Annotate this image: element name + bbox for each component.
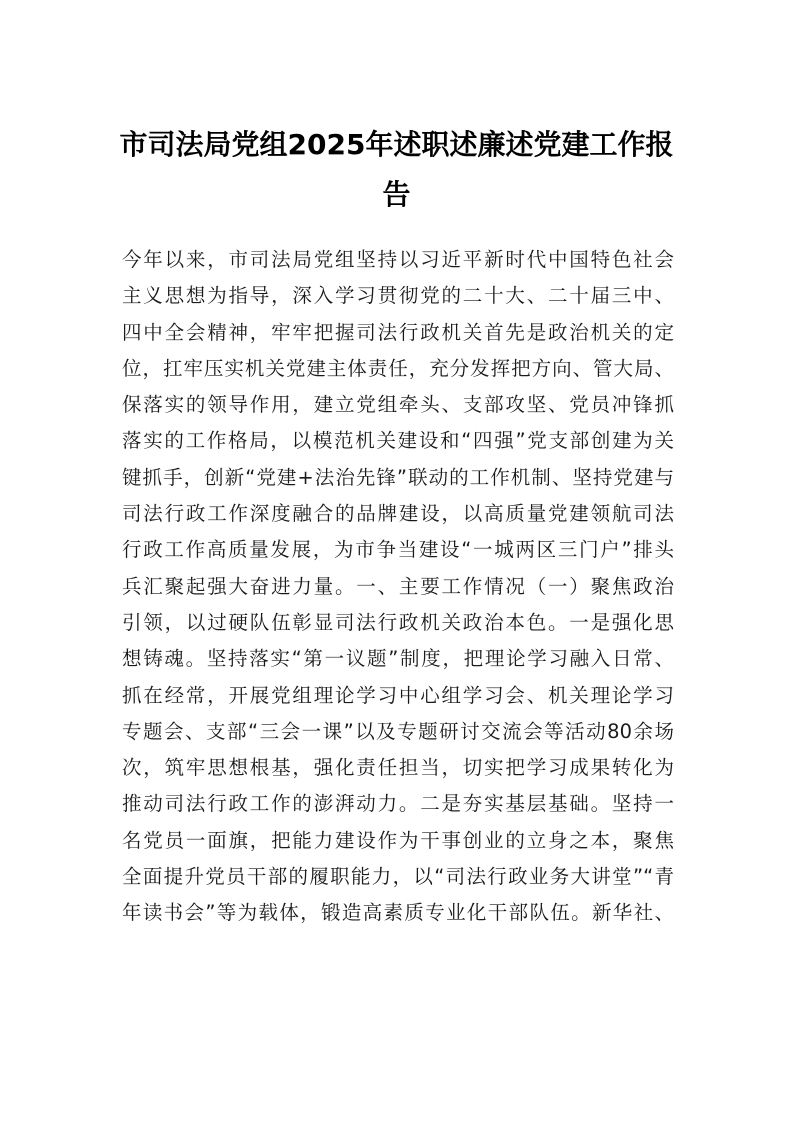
body-line: 主义思想为指导，深入学习贯彻党的二十大、二十届三中、 xyxy=(122,284,674,308)
body-line: 四中全会精神，牢牢把握司法行政机关首先是政治机关的定 xyxy=(122,320,674,344)
body-line: 年读书会”等为载体，锻造高素质专业化干部队伍。新华社、 xyxy=(122,901,674,925)
body-line: 保落实的领导作用，建立党组牵头、支部攻坚、党员冲锋抓 xyxy=(122,393,674,417)
body-line: 专题会、支部“三会一课”以及专题研讨交流会等活动80余场 xyxy=(122,719,674,743)
body-line: 今年以来，市司法局党组坚持以习近平新时代中国特色社会 xyxy=(122,248,674,271)
body-line: 次，筑牢思想根基，强化责任担当，切实把学习成果转化为 xyxy=(122,756,674,780)
body-line: 推动司法行政工作的澎湃动力。二是夯实基层基础。坚持一 xyxy=(122,792,674,816)
body-line: 抓在经常，开展党组理论学习中心组学习会、机关理论学习 xyxy=(122,683,674,707)
body-line: 位，扛牢压实机关党建主体责任，充分发挥把方向、管大局、 xyxy=(122,356,674,380)
body-line: 键抓手，创新“党建+法治先锋”联动的工作机制、坚持党建与 xyxy=(122,465,674,489)
document-body xyxy=(122,242,674,932)
body-line: 全面提升党员干部的履职能力，以“司法行政业务大讲堂”“青 xyxy=(122,865,674,889)
body-line: 兵汇聚起强大奋进力量。一、主要工作情况（一）聚焦政治 xyxy=(122,574,674,598)
body-line: 名党员一面旗，把能力建设作为干事创业的立身之本，聚焦 xyxy=(122,828,674,852)
document-title: 市司法局党组2025年述职述廉述党建工作报告 xyxy=(119,128,674,211)
body-line: 行政工作高质量发展，为市争当建设“一城两区三门户”排头 xyxy=(122,538,674,562)
body-line: 落实的工作格局，以模范机关建设和“四强”党支部创建为关 xyxy=(122,429,674,453)
body-line: 引领，以过硬队伍彰显司法行政机关政治本色。一是强化思 xyxy=(122,610,674,634)
body-line: 想铸魂。坚持落实“第一议题”制度，把理论学习融入日常、 xyxy=(122,647,674,671)
body-line: 司法行政工作深度融合的品牌建设，以高质量党建领航司法 xyxy=(122,502,674,526)
